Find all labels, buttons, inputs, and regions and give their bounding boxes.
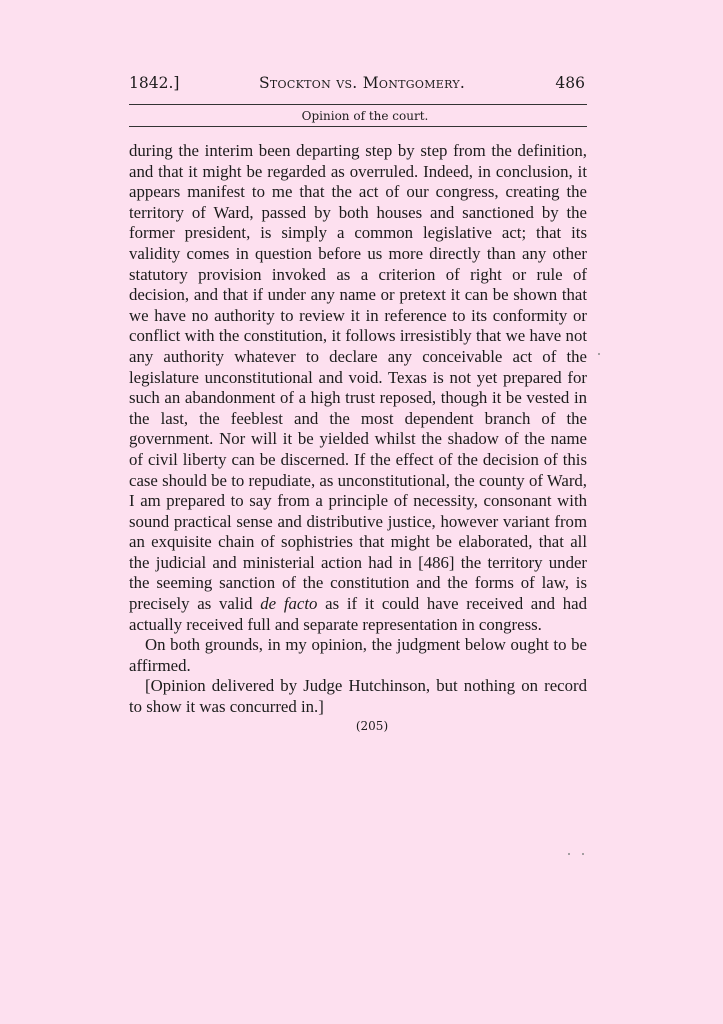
footer-page-number: (205) (355, 718, 389, 733)
header-page-number: 486 (555, 74, 585, 92)
paper-speck (598, 353, 600, 355)
running-head (129, 74, 587, 96)
paragraph-1 (129, 141, 587, 635)
header-case-title: Stockton vs. Montgomery. (259, 74, 466, 92)
paper-speck (568, 853, 570, 855)
paragraph-2: On both grounds, in my opinion, the judgment below ought to be affirmed. (129, 635, 587, 675)
paper-speck (582, 853, 584, 855)
paragraph-1-text: during the interim been departing step by step from the definition, and that it might be regarded as overruled. Indeed, in conclusion, it appears manifest to me that the act of our congress, creating the territory of Ward, passed by both houses and sanctioned by the former president, is simply a common legislative act; that its validity comes in question before us more directly than any other statutory provision invoked as a criterion of right or rule of decision, and that if under any name or pretext it can be shown that we have no authority to review it in reference to its conformity or conflict with the constitution, it follows irresistibly that we have not any authority whatever to declare any conceivable act of the legislature unconstitutional and void. Texas is not yet prepared for such an abandonment of a high trust reposed, though it be vested in the last, the feeblest and the most dependent branch of the government. Nor will it be yielded whilst the shadow of the name of civil liberty can be discerned. If the effect of the decision of this case should be to repudiate, as unconstitutional, the county of Ward, I am prepared to say from a principle of necessity, consonant with sound practical sense and distributive justice, however variant from an exquisite chain of sophistries that might be elaborated, that all the judicial and ministerial action had in [486] the territory under the seeming sanction of the constitution and the forms of law, is precisely as valid (129, 141, 587, 614)
document-page (129, 74, 587, 734)
paragraph-1-emphasis: de facto (260, 594, 318, 614)
header-rule-bottom (129, 126, 587, 127)
paragraph-3: [Opinion delivered by Judge Hutchinson, but nothing on record to show it was concurred in.] (129, 676, 587, 717)
opinion-body (129, 141, 587, 718)
header-year: 1842.] (129, 74, 180, 92)
paragraph-1-text-end: as if it could have received and had actually received full and separate representation in congress. (129, 594, 587, 634)
section-label: Opinion of the court. (301, 109, 429, 123)
